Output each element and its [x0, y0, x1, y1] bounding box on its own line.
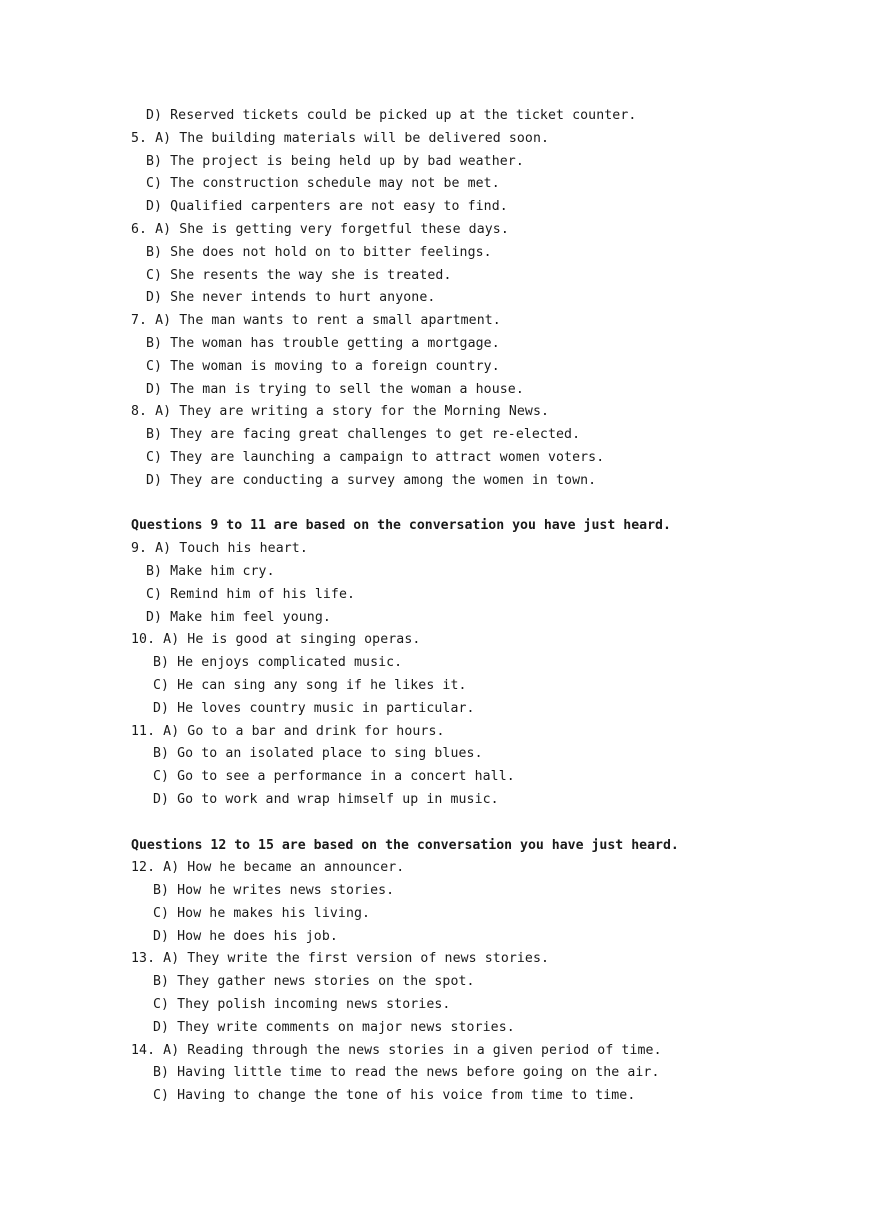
q10-option-d: D) He loves country music in particular. — [153, 700, 475, 716]
q12-option-c: C) How he makes his living. — [153, 905, 371, 921]
q12-option-b: B) How he writes news stories. — [153, 883, 395, 899]
q13-option-a: 13. A) They write the first version of news stories. — [131, 951, 550, 967]
section-heading-12-15: Questions 12 to 15 are based on the conversation you have just heard. — [131, 837, 679, 853]
q7-option-c: C) The woman is moving to a foreign country. — [146, 358, 500, 374]
q14-option-c: C) Having to change the tone of his voice from time to time. — [153, 1088, 636, 1104]
q8-option-d: D) They are conducting a survey among the women in town. — [146, 472, 597, 488]
q5-option-c: C) The construction schedule may not be met. — [146, 176, 500, 192]
q9-option-d: D) Make him feel young. — [146, 609, 331, 625]
q12-option-d: D) How he does his job. — [153, 928, 338, 944]
q13-option-c: C) They polish incoming news stories. — [153, 997, 451, 1013]
q11-option-b: B) Go to an isolated place to sing blues. — [153, 746, 483, 762]
q5-option-a: 5. A) The building materials will be delivered soon. — [131, 130, 550, 146]
q5-option-d: D) Qualified carpenters are not easy to find. — [146, 199, 508, 215]
q14-option-b: B) Having little time to read the news before going on the air. — [153, 1065, 660, 1081]
q6-option-b: B) She does not hold on to bitter feelings. — [146, 244, 492, 260]
q6-option-c: C) She resents the way she is treated. — [146, 267, 452, 283]
q9-option-c: C) Remind him of his life. — [146, 586, 356, 602]
q11-option-d: D) Go to work and wrap himself up in music. — [153, 791, 499, 807]
section-spacer — [131, 493, 831, 516]
q9-option-b: B) Make him cry. — [146, 563, 275, 579]
q5-option-b: B) The project is being held up by bad weather. — [146, 153, 524, 169]
q8-option-c: C) They are launching a campaign to attract women voters. — [146, 449, 605, 465]
q10-option-a: 10. A) He is good at singing operas. — [131, 632, 421, 648]
q4-option-d: D) Reserved tickets could be picked up at the ticket counter. — [146, 108, 637, 123]
q11-option-c: C) Go to see a performance in a concert hall. — [153, 769, 515, 785]
q13-option-d: D) They write comments on major news stories. — [153, 1019, 515, 1035]
q7-option-a: 7. A) The man wants to rent a small apartment. — [131, 313, 501, 329]
section-spacer — [131, 812, 831, 835]
q6-option-a: 6. A) She is getting very forgetful these days. — [131, 221, 509, 237]
q9-option-a: 9. A) Touch his heart. — [131, 541, 308, 557]
q7-option-d: D) The man is trying to sell the woman a house. — [146, 381, 524, 397]
q10-option-b: B) He enjoys complicated music. — [153, 655, 403, 671]
q13-option-b: B) They gather news stories on the spot. — [153, 974, 475, 990]
q8-option-b: B) They are facing great challenges to get re-elected. — [146, 427, 581, 443]
q11-option-a: 11. A) Go to a bar and drink for hours. — [131, 723, 445, 739]
section-heading-9-11: Questions 9 to 11 are based on the conversation you have just heard. — [131, 518, 671, 534]
q8-option-a: 8. A) They are writing a story for the Morning News. — [131, 404, 550, 420]
q14-option-a: 14. A) Reading through the news stories in a given period of time. — [131, 1042, 662, 1058]
q10-option-c: C) He can sing any song if he likes it. — [153, 677, 467, 693]
q6-option-d: D) She never intends to hurt anyone. — [146, 290, 436, 306]
q12-option-a: 12. A) How he became an announcer. — [131, 860, 405, 876]
question-list — [131, 105, 831, 1108]
q7-option-b: B) The woman has trouble getting a mortgage. — [146, 335, 500, 351]
